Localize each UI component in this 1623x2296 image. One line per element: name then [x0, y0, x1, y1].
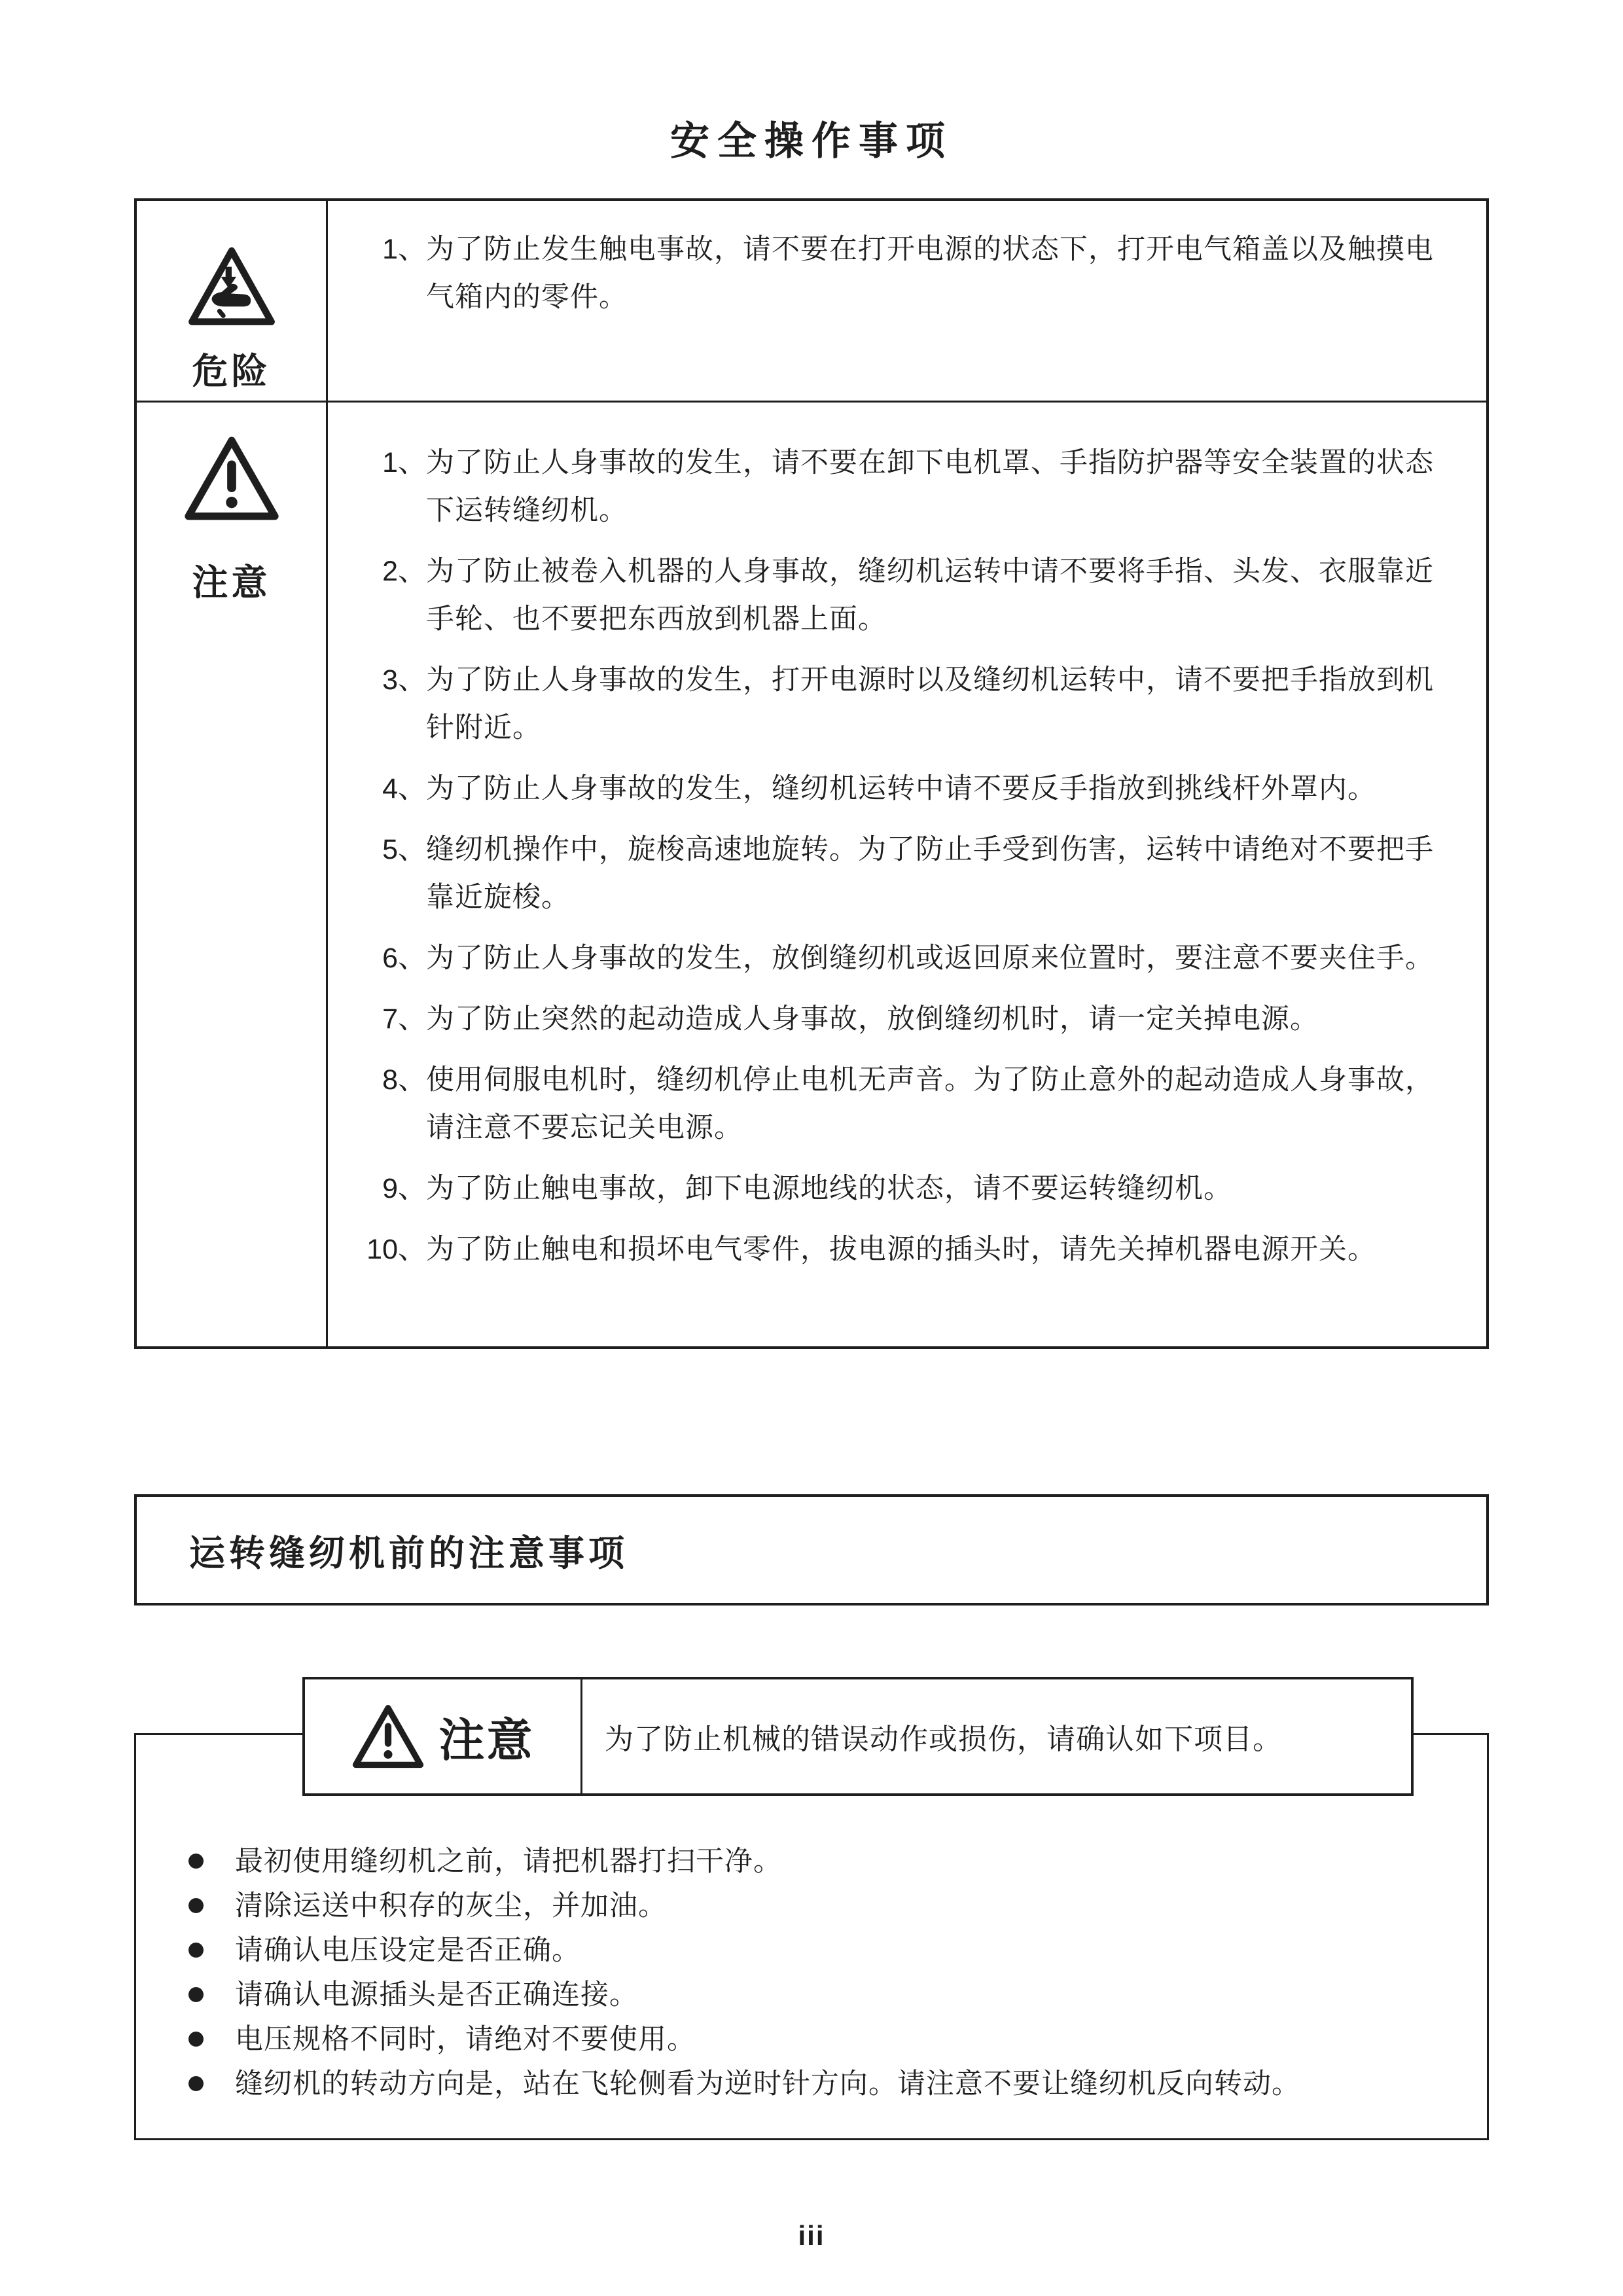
item-number: 2、	[382, 556, 426, 587]
page-title: 安全操作事项	[670, 119, 953, 163]
caution-item	[361, 548, 1459, 643]
checklist-item	[182, 1846, 1461, 1876]
bullet-icon	[188, 1943, 204, 1958]
needle-hand-danger-icon	[186, 240, 277, 333]
caution-banner	[302, 1677, 1414, 1796]
caution-item	[361, 765, 1459, 813]
danger-label-cell	[137, 201, 328, 401]
item-text: 为了防止触电事故，卸下电源地线的状态，请不要运转缝纫机。	[426, 1173, 1232, 1204]
item-text: 为了防止被卷入机器的人身事故，缝纫机运转中请不要将手指、头发、衣服靠近手轮、也不要把东西放到机器上面。	[426, 556, 1434, 635]
danger-label: 危险	[192, 351, 271, 391]
safety-table	[134, 198, 1489, 1349]
item-text: 为了防止人身事故的发生，请不要在卸下电机罩、手指防护器等安全装置的状态下运转缝纫机。	[426, 447, 1434, 526]
danger-items	[328, 201, 1486, 401]
checklist-text: 缝纫机的转动方向是，站在飞轮侧看为逆时针方向。请注意不要让缝纫机反向转动。	[235, 2068, 1300, 2100]
item-number: 4、	[382, 773, 426, 804]
danger-item	[361, 226, 1459, 321]
bullet-icon	[188, 1898, 204, 1913]
caution-label-cell	[137, 403, 328, 1346]
item-number: 1、	[382, 447, 426, 478]
caution-item	[361, 826, 1459, 922]
banner-caution-label: 注意	[438, 1714, 535, 1766]
item-text: 为了防止触电和损坏电气零件，拔电源的插头时，请先关掉机器电源开关。	[426, 1234, 1376, 1265]
exclamation-warning-icon	[351, 1703, 425, 1770]
checklist-text: 清除运送中积存的灰尘，并加油。	[235, 1890, 667, 1922]
bullet-icon	[188, 1854, 204, 1869]
item-text: 使用伺服电机时，缝纫机停止电机无声音。为了防止意外的起动造成人身事故，请注意不要忘记关电源。	[426, 1064, 1434, 1143]
banner-text-cell	[582, 1679, 1411, 1793]
item-text: 为了防止人身事故的发生，打开电源时以及缝纫机运转中，请不要把手指放到机针附近。	[426, 664, 1434, 744]
caution-item	[361, 1226, 1459, 1274]
exclamation-warning-icon	[183, 434, 281, 524]
checklist-item	[182, 1980, 1461, 2010]
caution-row	[137, 403, 1486, 1346]
checklist-text: 请确认电压设定是否正确。	[235, 1935, 580, 1966]
danger-row	[137, 201, 1486, 403]
item-text: 为了防止人身事故的发生，缝纫机运转中请不要反手指放到挑线杆外罩内。	[426, 773, 1376, 804]
checklist-text: 电压规格不同时，请绝对不要使用。	[235, 2024, 696, 2055]
item-number: 10、	[366, 1234, 426, 1265]
banner-caution-text: 为了防止机械的错误动作或损伤，请确认如下项目。	[605, 1723, 1282, 1755]
checklist-item	[182, 2024, 1461, 2054]
item-text: 缝纫机操作中，旋梭高速地旋转。为了防止手受到伤害，运转中请绝对不要把手靠近旋梭。	[426, 834, 1434, 913]
section-title: 运转缝纫机前的注意事项	[189, 1532, 629, 1573]
bullet-icon	[188, 2032, 204, 2047]
caution-label: 注意	[192, 562, 271, 603]
caution-item	[361, 935, 1459, 982]
caution-item	[361, 996, 1459, 1043]
item-number: 7、	[382, 1003, 426, 1035]
item-text: 为了防止发生触电事故，请不要在打开电源的状态下，打开电气箱盖以及触摸电气箱内的零件。	[426, 234, 1434, 313]
caution-items	[328, 403, 1486, 1346]
item-text: 为了防止人身事故的发生，放倒缝纫机或返回原来位置时，要注意不要夹住手。	[426, 942, 1434, 974]
checklist-item	[182, 1891, 1461, 1921]
item-number: 8、	[382, 1064, 426, 1096]
caution-item	[361, 1165, 1459, 1213]
bullet-icon	[188, 1987, 204, 2002]
checklist-text: 请确认电源插头是否正确连接。	[235, 1979, 638, 2011]
item-text: 为了防止突然的起动造成人身事故，放倒缝纫机时，请一定关掉电源。	[426, 1003, 1319, 1035]
item-number: 1、	[382, 234, 426, 265]
item-number: 9、	[382, 1173, 426, 1204]
caution-item	[361, 1056, 1459, 1152]
item-number: 5、	[382, 834, 426, 865]
caution-item	[361, 656, 1459, 752]
checklist-item	[182, 2069, 1461, 2099]
checklist-item	[182, 1935, 1461, 1965]
checklist-text: 最初使用缝纫机之前，请把机器打扫干净。	[235, 1846, 782, 1877]
item-number: 3、	[382, 664, 426, 696]
caution-item	[361, 439, 1459, 535]
page-number: iii	[798, 2220, 825, 2251]
item-number: 6、	[382, 942, 426, 974]
bullet-icon	[188, 2076, 204, 2091]
banner-label-cell	[305, 1679, 582, 1793]
pre-run-section-header	[134, 1494, 1489, 1605]
